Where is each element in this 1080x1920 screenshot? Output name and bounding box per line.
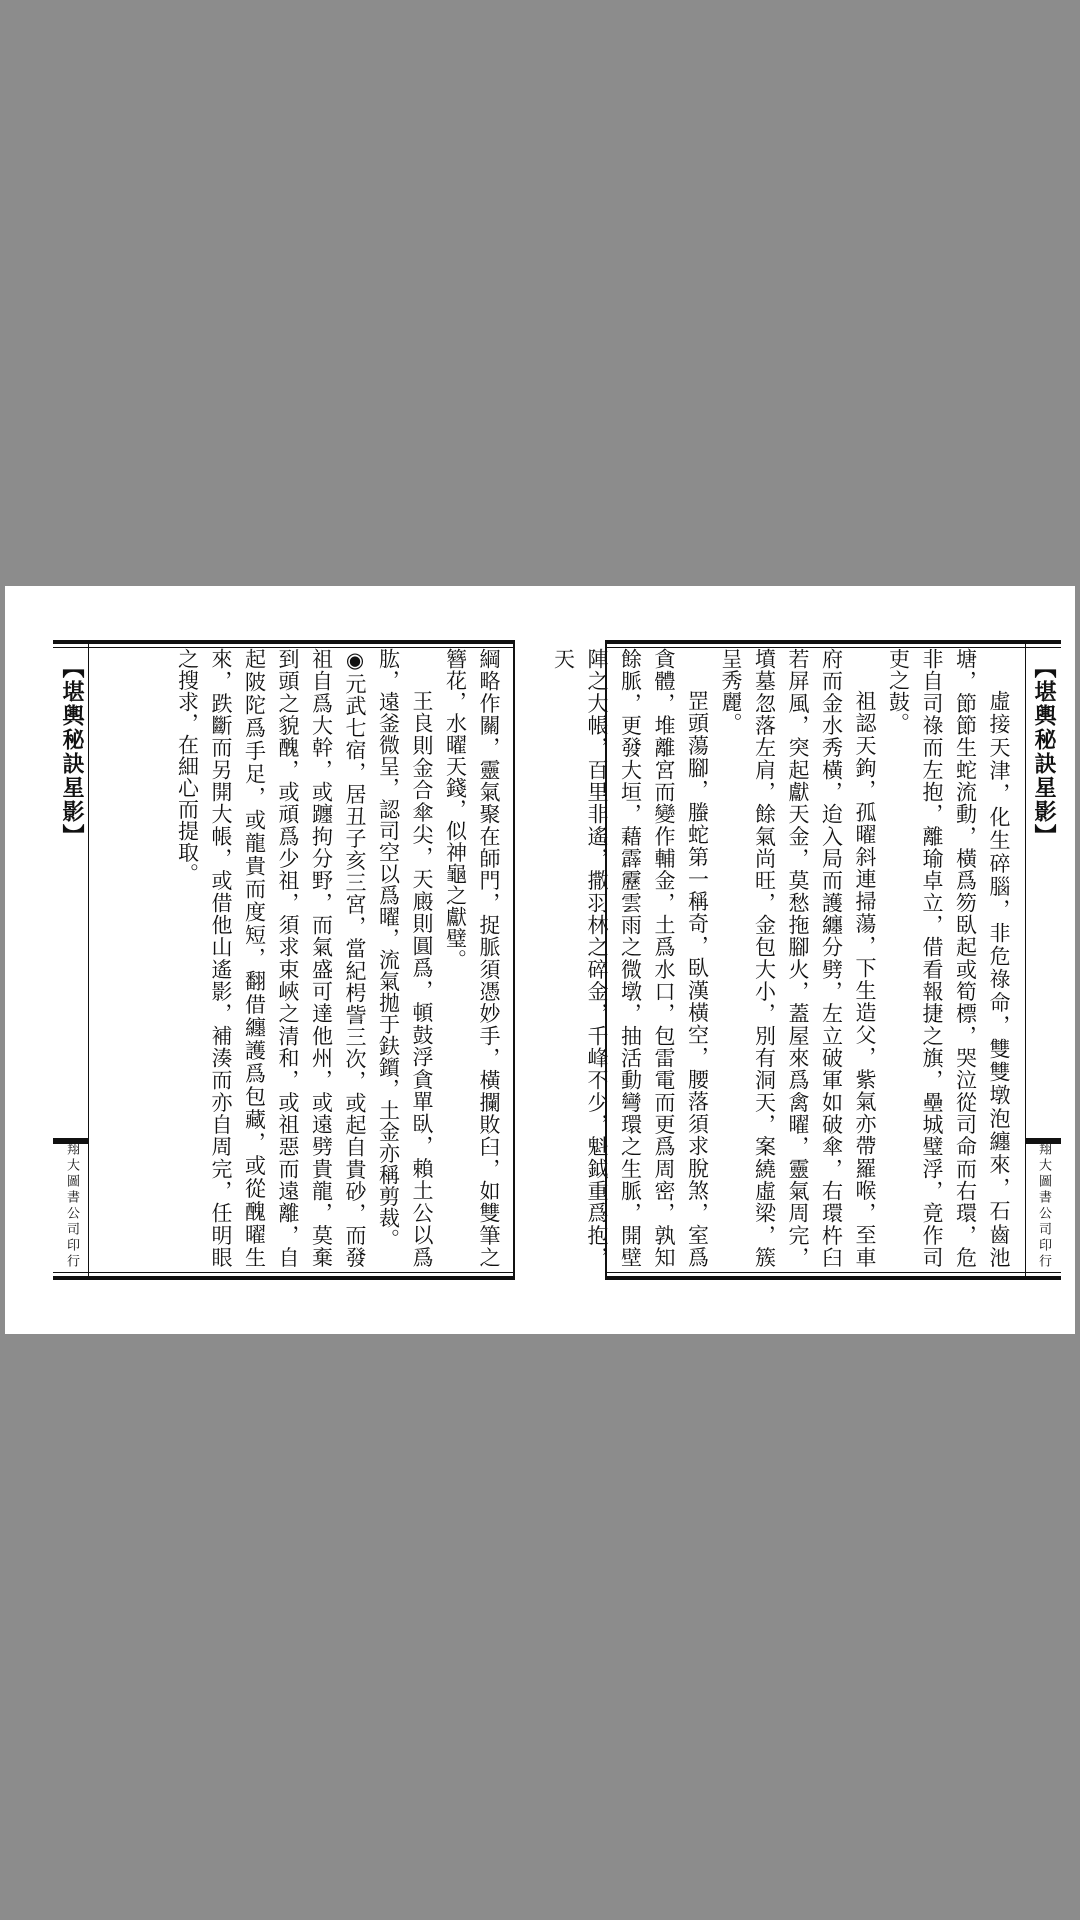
paragraph: 王良則金合傘尖，天廄則圓爲，頓鼓浮貪單臥，賴土公以爲肱，遠釜微呈，認司空以爲曜，流氣拋于鈇鑕，土金亦稱剪裁。 [376,648,434,1268]
paragraph: 虛接天津，化生碎腦，非危祿命，雙雙墩泡纏來，石齒池塘，節節生蛇流動，橫爲笏臥起或筍標，哭泣從司命而右環，危非自司祿而左抱，離瑜卓立，借看報捷之旗，壘城璧浮，竟作司吏之鼓。 [886,648,1011,1268]
left-page-text [95,648,505,1268]
book-title: 【堪輿秘訣星影】 [1031,656,1056,848]
publisher-imprint: 翔大圖書公司印行 [64,1142,79,1270]
left-page [53,640,515,1280]
right-margin-column [1025,640,1061,1280]
paragraph: 祖認天鉤，孤曜斜連掃蕩，下生造父，紫氣亦帶羅喉，至車府而金水秀橫，迨入局而護纏分劈，左立破軍如破傘，右環杵臼若屏風，突起獻天金，莫愁拖腳火，蓋屋來爲禽曜，靈氣周完，墳墓忽落左肩，餘氣尚旺，金包大小，別有洞天，案繞虛梁，簇呈秀麗。 [719,648,877,1268]
paragraph: 綱略作關，靈氣聚在師門，捉脈須憑妙手，橫攔敗臼，如雙筆之簪花，水曜天錢，似神龜之獻璧。 [443,648,501,1268]
paragraph: ◉元武七宿，居丑子亥三宮，當紀枵訾三次，或起自貴砂，而發祖自爲大幹，或躔拘分野，而氣盛可達他州，或遠劈貴龍，莫棄到頭之貌醜，或頑爲少祖，須求束峽之清和，或祖惡而遠離，自起陂陀爲手足，或龍貴而度短，翻借纏護爲包藏，或從醜曜生來，跌斷而另開大帳，或借他山遙影，補湊而亦自周完，任明眼之搜求，在細心而提取。 [175,648,367,1268]
left-margin-column [53,640,89,1280]
right-page [551,640,1061,1280]
publisher-imprint: 翔大圖書公司印行 [1036,1142,1051,1270]
book-title: 【堪輿秘訣星影】 [59,656,84,848]
right-page-text [551,648,1015,1268]
book-spread [5,586,1075,1334]
paragraph: 罡頭蕩腳，螣蛇第一稱奇，臥漢橫空，腰落須求脫煞，室爲貪體，堆離宮而變作輔金，土爲水口，包雷電而更爲周密，孰知餘脈，更發大垣，藉霹靂雲雨之微墩，抽活動彎環之生脈，開壁陣之大帳，百里非遙，撒羽林之碎金，千峰不少，魁鉞重爲抱，天 [551,648,710,1268]
